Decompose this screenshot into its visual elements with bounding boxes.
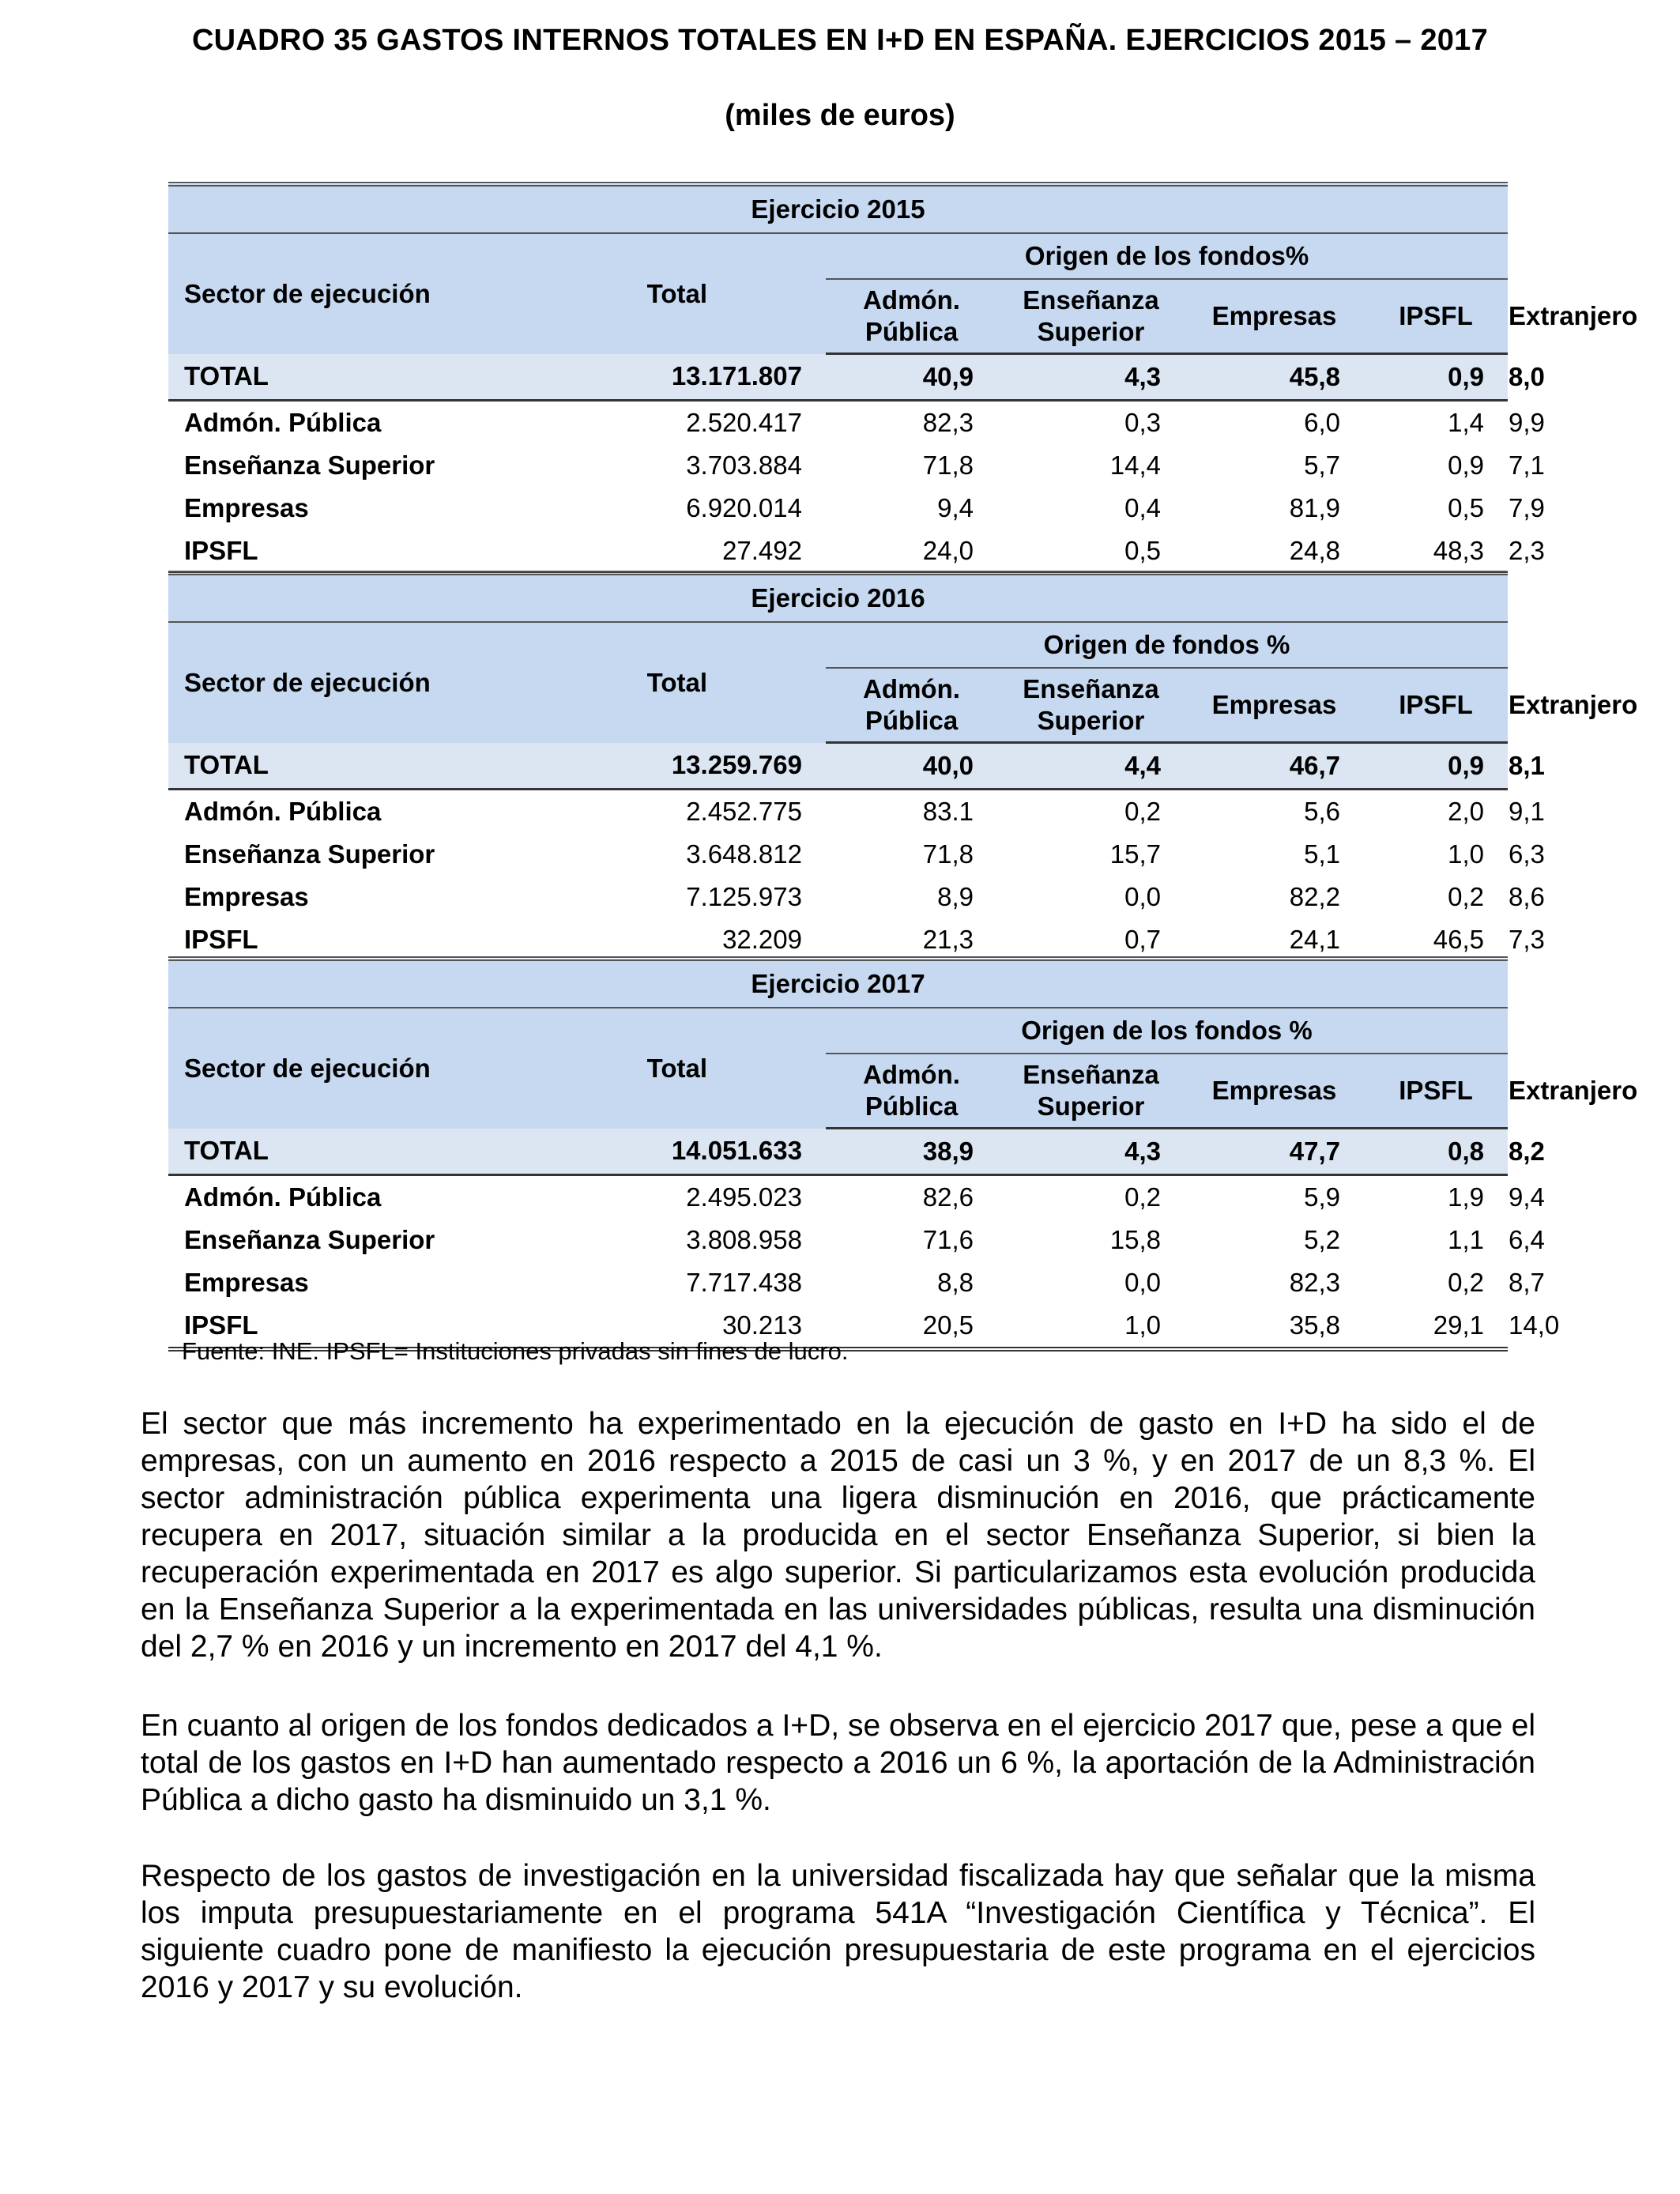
cell-emp: 5,2 (1304, 1225, 1340, 1254)
row-label: IPSFL (168, 1304, 494, 1349)
col-header-ipsfl: IPSFL (1364, 1054, 1508, 1129)
cell-ipsfl: 1,1 (1448, 1225, 1484, 1254)
table-row: Enseñanza Superior 3.703.884 71,8 14,4 5,7 0,9 7,1 (168, 444, 1508, 487)
origin-header: Origen de los fondos % (826, 1008, 1508, 1054)
cell-admon: 8,8 (937, 1268, 974, 1297)
col-header-ens: Enseñanza Superior (997, 279, 1185, 354)
cell-total: 30.213 (494, 1304, 826, 1349)
year-header: Ejercicio 2016 (168, 573, 1508, 622)
cell-total: 7.717.438 (686, 1268, 802, 1297)
cell-ipsfl: 2,0 (1448, 797, 1484, 826)
cell-ipsfl: 29,1 (1364, 1304, 1508, 1349)
year-header: Ejercicio 2015 (168, 184, 1508, 233)
cell-admon: 40,0 (826, 743, 997, 790)
row-label: IPSFL (168, 918, 494, 963)
cell-ipsfl: 0,2 (1448, 1268, 1484, 1297)
table-row: IPSFL 32.209 21,3 0,7 24,1 46,5 7,3 (168, 918, 1508, 963)
col-header-ens: Enseñanza Superior (997, 1054, 1185, 1129)
cell-ens: 0,5 (997, 530, 1185, 575)
cell-ens: 0,2 (1124, 797, 1161, 826)
cell-admon: 83.1 (922, 797, 974, 826)
cell-emp: 24,8 (1185, 530, 1364, 575)
paragraph-1: El sector que más incremento ha experimentado en la ejecución de gasto en I+D ha sido el de empresas, con un aumento en 2016 respecto a 2015 de casi un 3 %, y en 2017 de un 8,3 %. El sector administración pública experimenta una ligera disminución en 2016, que prácticamente recupera en 2017, situación similar a la producida en el sector Enseñanza Superior, si bien la recuperación experimentada en 2017 es algo superior. Si particularizamos esta evolución producida en la Enseñanza Superior a la experimentada en las universidades públicas, resulta una disminución del 2,7 % en 2016 y un incremento en 2017 del 4,1 %. (141, 1407, 1535, 1664)
cell-emp: 82,2 (1289, 882, 1340, 911)
paragraph-3: Respecto de los gastos de investigación en la universidad fiscalizada hay que señalar que la misma los imputa presupuestariamente en el programa 541A “Investigación Científica y Técnica”. El siguiente cuadro pone de manifiesto la ejecución presupuestaria de este programa en el ejercicios 2016 y 2017 y su evolución. (141, 1859, 1535, 2004)
table-row: Admón. Pública 2.495.023 82,6 0,2 5,9 1,9 9,4 (168, 1175, 1508, 1220)
col-header-admon: Admón. Pública (826, 1054, 997, 1129)
cell-admon: 71,8 (922, 450, 974, 480)
cell-ipsfl: 46,5 (1364, 918, 1508, 963)
table-row: Enseñanza Superior 3.648.812 71,8 15,7 5,1 1,0 6,3 (168, 833, 1508, 876)
row-label: Enseñanza Superior (184, 450, 435, 480)
table-block-2 (168, 571, 1638, 966)
total-header: Total (646, 667, 707, 697)
origin-header: Origen de fondos % (826, 622, 1508, 668)
row-label: Enseñanza Superior (184, 839, 435, 869)
row-label: TOTAL (168, 743, 494, 790)
col-header-emp: Empresas (1185, 668, 1364, 743)
cell-ens: 4,3 (997, 354, 1185, 401)
cell-total: 27.492 (494, 530, 826, 575)
table-row: IPSFL 27.492 24,0 0,5 24,8 48,3 2,3 (168, 530, 1508, 575)
cell-total: 2.495.023 (686, 1182, 802, 1212)
cell-emp: 24,1 (1185, 918, 1364, 963)
cell-ens: 14,4 (1109, 450, 1161, 480)
cell-admon: 20,5 (826, 1304, 997, 1349)
cell-admon: 24,0 (826, 530, 997, 575)
cell-ens: 15,7 (1109, 839, 1161, 869)
cell-admon: 82,6 (922, 1182, 974, 1212)
cell-total: 3.703.884 (686, 450, 802, 480)
cell-total: 13.259.769 (494, 743, 826, 790)
table-row: Enseñanza Superior 3.808.958 71,6 15,8 5,2 1,1 6,4 (168, 1219, 1508, 1261)
row-label: Empresas (184, 882, 309, 911)
cell-ens: 0,3 (1124, 408, 1161, 437)
cell-ens: 15,8 (1109, 1225, 1161, 1254)
table-row: TOTAL 14.051.633 38,9 4,3 47,7 0,8 8,2 (168, 1129, 1508, 1175)
cell-ipsfl: 0,5 (1448, 493, 1484, 522)
col-header-ipsfl: IPSFL (1364, 668, 1508, 743)
year-header: Ejercicio 2017 (168, 959, 1508, 1008)
row-label: Empresas (184, 493, 309, 522)
row-label: Admón. Pública (184, 1182, 382, 1212)
cell-admon: 38,9 (826, 1129, 997, 1175)
cell-total: 2.452.775 (686, 797, 802, 826)
data-table: Ejercicio 2016 Sector de ejecución Total Origen de fondos % Admón. Pública Enseñanza Superior Empresas IPSFL Extranjero TOTAL 13.259.769 40,0 4,4 46,7 0,9 8,1 Admón. Pública 2.452.775 83.1 0,2 5,6 2,0 9,1 Enseñanza Superior 3.648.812 71,8 15,7 5,1 1,0 6,3 Empresas 7.125.973 8,9 0,0 82,2 0,2 8,6 IPSFL 32.209 21,3 0,7 24,1 46,5 7,3 (168, 571, 1508, 966)
cell-ens: 4,3 (997, 1129, 1185, 1175)
cell-emp: 47,7 (1185, 1129, 1364, 1175)
row-label: Enseñanza Superior (184, 1225, 435, 1254)
page-subtitle: (miles de euros) (725, 99, 955, 132)
table-row: Empresas 6.920.014 9,4 0,4 81,9 0,5 7,9 (168, 487, 1508, 530)
cell-admon: 8,9 (937, 882, 974, 911)
table-row: Admón. Pública 2.452.775 83.1 0,2 5,6 2,0 9,1 (168, 790, 1508, 834)
cell-emp: 35,8 (1185, 1304, 1364, 1349)
cell-emp: 5,6 (1304, 797, 1340, 826)
col-header-ipsfl: IPSFL (1364, 279, 1508, 354)
cell-ipsfl: 0,9 (1364, 743, 1508, 790)
table-row: Empresas 7.125.973 8,9 0,0 82,2 0,2 8,6 (168, 876, 1508, 918)
cell-ens: 0,7 (997, 918, 1185, 963)
cell-ipsfl: 0,9 (1364, 354, 1508, 401)
cell-ipsfl: 48,3 (1364, 530, 1508, 575)
col-header-emp: Empresas (1185, 279, 1364, 354)
cell-ens: 4,4 (997, 743, 1185, 790)
data-table: Ejercicio 2015 Sector de ejecución Total Origen de los fondos% Admón. Pública Enseñanza Superior Empresas IPSFL Extranjero TOTAL 13.171.807 40,9 4,3 45,8 0,9 8,0 Admón. Pública 2.520.417 82,3 0,3 6,0 1,4 9,9 Enseñanza Superior 3.703.884 71,8 14,4 5,7 0,9 7,1 Empresas 6.920.014 9,4 0,4 81,9 0,5 7,9 IPSFL 27.492 24,0 0,5 24,8 48,3 2,3 (168, 182, 1508, 577)
cell-ipsfl: 0,2 (1448, 882, 1484, 911)
cell-total: 3.648.812 (686, 839, 802, 869)
cell-total: 3.808.958 (686, 1225, 802, 1254)
table-row: Admón. Pública 2.520.417 82,3 0,3 6,0 1,4 9,9 (168, 401, 1508, 445)
table-block-1 (168, 182, 1638, 577)
cell-ipsfl: 1,4 (1448, 408, 1484, 437)
cell-ipsfl: 0,8 (1364, 1129, 1508, 1175)
sector-header: Sector de ejecución (184, 667, 431, 697)
cell-ens: 0,0 (1124, 1268, 1161, 1297)
col-header-emp: Empresas (1185, 1054, 1364, 1129)
cell-emp: 46,7 (1185, 743, 1364, 790)
cell-total: 13.171.807 (494, 354, 826, 401)
page-title: CUADRO 35 GASTOS INTERNOS TOTALES EN I+D EN ESPAÑA. EJERCICIOS 2015 – 2017 (191, 24, 1489, 57)
table-row: IPSFL 30.213 20,5 1,0 35,8 29,1 14,0 (168, 1304, 1508, 1349)
cell-admon: 21,3 (826, 918, 997, 963)
sector-header: Sector de ejecución (184, 1053, 431, 1083)
row-label: TOTAL (168, 1129, 494, 1175)
cell-total: 6.920.014 (686, 493, 802, 522)
cell-admon: 71,6 (922, 1225, 974, 1254)
cell-ipsfl: 0,9 (1448, 450, 1484, 480)
table-block-3 (168, 956, 1638, 1351)
cell-ipsfl: 1,0 (1448, 839, 1484, 869)
cell-emp: 5,9 (1304, 1182, 1340, 1212)
cell-emp: 82,3 (1289, 1268, 1340, 1297)
origin-header: Origen de los fondos% (826, 233, 1508, 279)
sector-header: Sector de ejecución (184, 278, 431, 308)
row-label: IPSFL (168, 530, 494, 575)
cell-ens: 1,0 (997, 1304, 1185, 1349)
cell-emp: 81,9 (1289, 493, 1340, 522)
table-row: TOTAL 13.171.807 40,9 4,3 45,8 0,9 8,0 (168, 354, 1508, 401)
cell-ipsfl: 1,9 (1448, 1182, 1484, 1212)
table-row: TOTAL 13.259.769 40,0 4,4 46,7 0,9 8,1 (168, 743, 1508, 790)
row-label: Admón. Pública (184, 408, 382, 437)
cell-emp: 6,0 (1304, 408, 1340, 437)
cell-ens: 0,2 (1124, 1182, 1161, 1212)
row-label: Admón. Pública (184, 797, 382, 826)
cell-emp: 5,7 (1304, 450, 1340, 480)
row-label: TOTAL (168, 354, 494, 401)
cell-ens: 0,0 (1124, 882, 1161, 911)
data-table: Ejercicio 2017 Sector de ejecución Total Origen de los fondos % Admón. Pública Enseñanza Superior Empresas IPSFL Extranjero TOTAL 14.051.633 38,9 4,3 47,7 0,8 8,2 Admón. Pública 2.495.023 82,6 0,2 5,9 1,9 9,4 Enseñanza Superior 3.808.958 71,6 15,8 5,2 1,1 6,4 Empresas 7.717.438 8,8 0,0 82,3 0,2 8,7 IPSFL 30.213 20,5 1,0 35,8 29,1 14,0 (168, 956, 1508, 1351)
col-header-admon: Admón. Pública (826, 668, 997, 743)
cell-total: 2.520.417 (686, 408, 802, 437)
total-header: Total (646, 278, 707, 308)
cell-admon: 71,8 (922, 839, 974, 869)
cell-ens: 0,4 (1124, 493, 1161, 522)
cell-total: 7.125.973 (686, 882, 802, 911)
cell-total: 32.209 (494, 918, 826, 963)
cell-emp: 5,1 (1304, 839, 1340, 869)
table-row: Empresas 7.717.438 8,8 0,0 82,3 0,2 8,7 (168, 1261, 1508, 1304)
cell-total: 14.051.633 (494, 1129, 826, 1175)
total-header: Total (646, 1053, 707, 1083)
cell-admon: 82,3 (922, 408, 974, 437)
row-label: Empresas (184, 1268, 309, 1297)
cell-emp: 45,8 (1185, 354, 1364, 401)
col-header-ens: Enseñanza Superior (997, 668, 1185, 743)
paragraph-2: En cuanto al origen de los fondos dedicados a I+D, se observa en el ejercicio 2017 que, pese a que el total de los gastos en I+D han aumentado respecto a 2016 un 6 %, la aportación de la Administración Pública a dicho gasto ha disminuido un 3,1 %. (141, 1709, 1535, 1817)
cell-admon: 9,4 (937, 493, 974, 522)
cell-admon: 40,9 (826, 354, 997, 401)
col-header-admon: Admón. Pública (826, 279, 997, 354)
source-note: Fuente: INE. IPSFL= Instituciones privadas sin fines de lucro. (182, 1337, 849, 1365)
